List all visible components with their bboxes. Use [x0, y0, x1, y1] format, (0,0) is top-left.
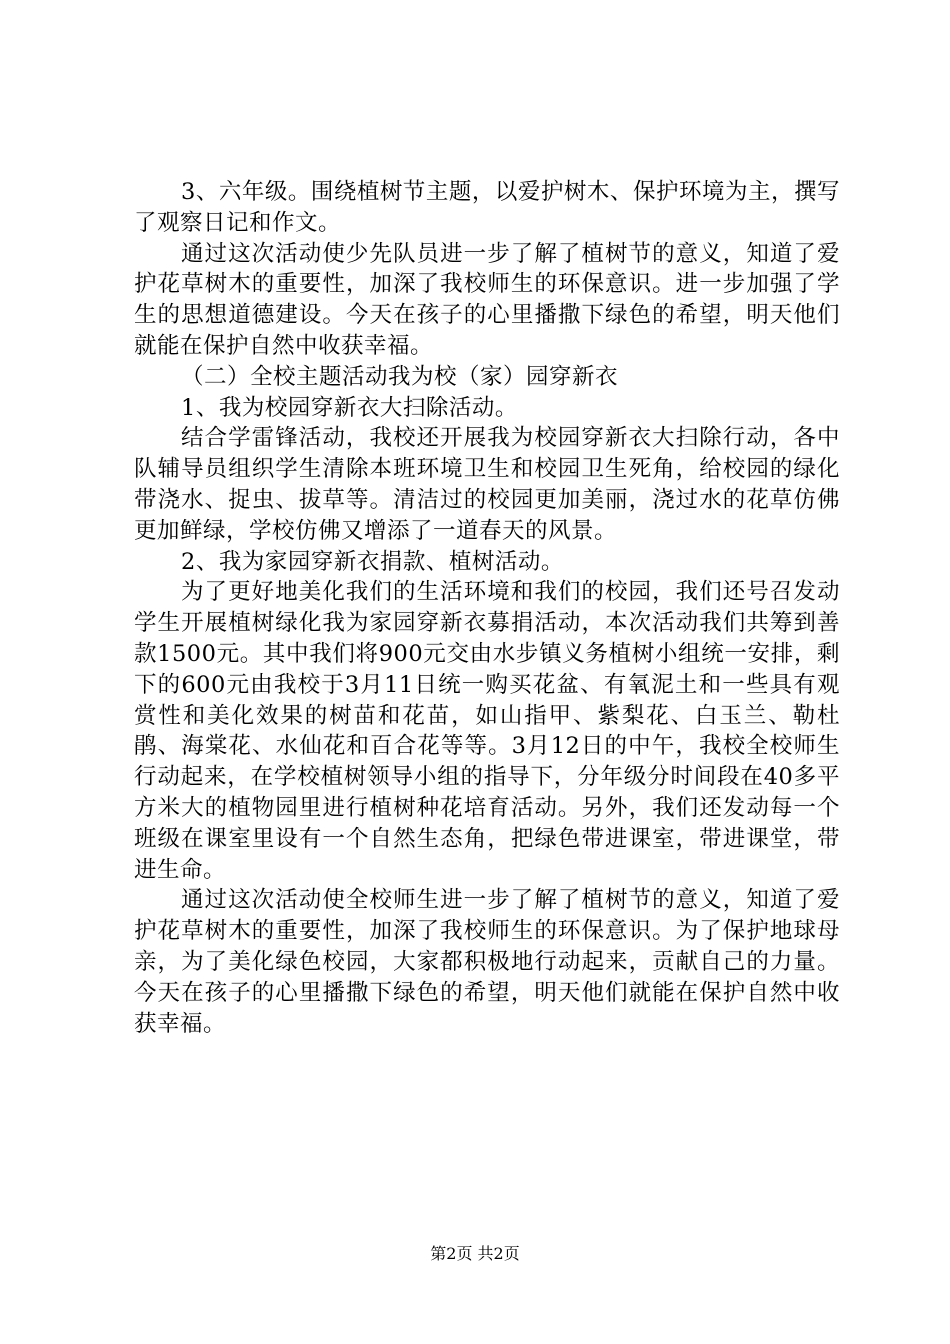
- paragraph-summary-pioneers: 通过这次活动使少先队员进一步了解了植树节的意义，知道了爱护花草树木的重要性，加深了我校师生的环保意识。进一步加强了学生的思想道德建设。今天在孩子的心里播撒下绿色的希望，明天他们就能在保护自然中收获幸福。: [134, 240, 840, 359]
- paragraph-cleanup-details: 结合学雷锋活动，我校还开展我为校园穿新衣大扫除行动，各中队辅导员组织学生清除本班环境卫生和校园卫生死角，给校园的绿化带浇水、捉虫、拔草等。清洁过的校园更加美丽，浇过水的花草仿佛更加鲜绿，学校仿佛又增添了一道春天的风景。: [134, 425, 840, 544]
- paragraph-donation-details: 为了更好地美化我们的生活环境和我们的校园，我们还号召发动学生开展植树绿化我为家园穿新衣募捐活动，本次活动我们共筹到善款1500元。其中我们将900元交由水步镇义务植树小组统一安排，剩下的600元由我校于3月11日统一购买花盆、有氧泥土和一些具有观赏性和美化效果的树苗和花苗，如山指甲、紫梨花、白玉兰、勒杜鹃、海棠花、水仙花和百合花等等。3月12日的中午，我校全校师生行动起来，在学校植树领导小组的指导下，分年级分时间段在40多平方米大的植物园里进行植树种花培育活动。另外，我们还发动每一个班级在课室里设有一个自然生态角，把绿色带进课室，带进课堂，带进生命。: [134, 579, 840, 883]
- subheading-campus-cleanup: 1、我为校园穿新衣大扫除活动。: [181, 394, 518, 421]
- section-heading-theme-activity: （二）全校主题活动我为校（家）园穿新衣: [181, 363, 619, 390]
- paragraph-summary-school: 通过这次活动使全校师生进一步了解了植树节的意义，知道了爱护花草树木的重要性，加深了我校师生的环保意识。为了保护地球母亲，为了美化绿色校园，大家都积极地行动起来，贡献自己的力量。今天在孩子的心里播撒下绿色的希望，明天他们就能在保护自然中收获幸福。: [134, 887, 840, 1037]
- subheading-donation-planting: 2、我为家园穿新衣捐款、植树活动。: [181, 548, 564, 575]
- page-footer: 第2页 共2页: [430, 1244, 520, 1263]
- paragraph-grade-six: 3、六年级。围绕植树节主题，以爱护树木、保护环境为主，撰写了观察日记和作文。: [134, 179, 840, 236]
- document-body: [134, 177, 840, 1039]
